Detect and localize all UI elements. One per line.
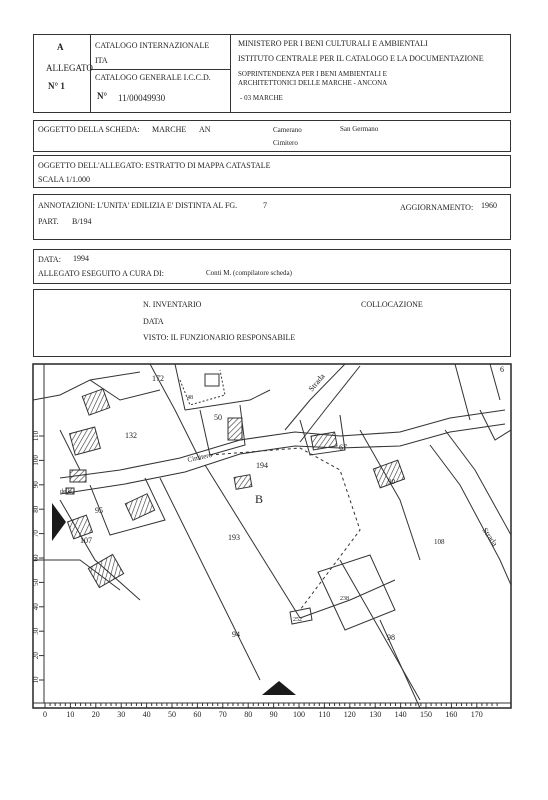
y-tick-label: 10: [32, 676, 40, 684]
x-tick-label: 70: [218, 710, 227, 719]
catalogo-generale: CATALOGO GENERALE I.C.C.D.: [95, 73, 211, 82]
oggetto-scheda-provincia: AN: [199, 125, 211, 134]
road-label: Strada: [306, 371, 327, 394]
oggetto-allegato-label: OGGETTO DELL'ALLEGATO: ESTRATTO DI MAPPA CATASTALE: [38, 161, 271, 170]
x-tick-label: 160: [445, 710, 458, 719]
parcel-label: 172: [152, 374, 164, 383]
istituto: ISTITUTO CENTRALE PER IL CATALOGO E LA DOCUMENTAZIONE: [238, 54, 484, 63]
parcel-label: 238: [340, 596, 349, 602]
parcel-label: 48: [187, 395, 193, 401]
parcel-label: B: [255, 492, 264, 506]
parcel-label: 132: [125, 431, 137, 440]
y-tick-label: 110: [32, 430, 40, 442]
oggetto-scheda-regione: MARCHE: [152, 125, 187, 134]
y-tick-label: 60: [32, 554, 40, 562]
y-tick-label: 50: [32, 578, 40, 586]
parcel-label: 94: [232, 630, 240, 639]
x-tick-label: 50: [168, 710, 176, 719]
x-tick-label: 120: [343, 710, 356, 719]
building: [234, 475, 252, 490]
x-tick-label: 100: [293, 710, 305, 719]
map-frame: [33, 364, 511, 708]
n-inventario: N. INVENTARIO: [143, 300, 202, 309]
y-tick-label: 40: [32, 603, 40, 611]
parcel-label: 107: [80, 536, 92, 545]
oggetto-scheda-luogo: Cimitero: [273, 139, 298, 147]
data-value: 1994: [73, 254, 89, 263]
y-tick-label: 20: [32, 652, 40, 660]
inventario-data: DATA: [143, 317, 164, 326]
parcel-label: 90: [388, 478, 395, 486]
allegato-label: ALLEGATO: [46, 63, 93, 73]
x-tick-label: 90: [269, 710, 278, 719]
x-tick-label: 170: [470, 710, 483, 719]
collocazione: COLLOCAZIONE: [361, 300, 423, 309]
soprintendenza-1: SOPRINTENDENZA PER I BENI AMBIENTALI E: [238, 70, 387, 78]
parcel-label: 193: [228, 533, 240, 542]
data-label: DATA:: [38, 255, 61, 264]
parcel-label: 108: [434, 538, 445, 546]
x-tick-label: 0: [43, 710, 47, 719]
regione: - 03 MARCHE: [240, 94, 283, 102]
x-tick-label: 80: [244, 710, 253, 719]
x-tick-label: 30: [117, 710, 126, 719]
parcel-label: 50: [214, 413, 222, 422]
oggetto-scheda-localita: San Germano: [340, 125, 379, 133]
numero-catalogo: 11/00049930: [118, 93, 166, 103]
parcel-label: 95: [95, 506, 103, 515]
oggetto-scheda-label: OGGETTO DELLA SCHEDA:: [38, 125, 140, 134]
parcel-label: 98: [387, 633, 395, 642]
x-tick-label: 20: [91, 710, 100, 719]
eseguito-label: ALLEGATO ESEGUITO A CURA DI:: [38, 269, 164, 278]
x-tick-label: 110: [318, 710, 331, 719]
parcel-label: 6: [500, 365, 504, 374]
allegato-number: N° 1: [48, 81, 65, 91]
aggiornamento-value: 1960: [481, 201, 497, 210]
numero-prefix: N°: [97, 91, 108, 101]
parcel-label: 194: [256, 461, 268, 470]
y-tick-label: 30: [32, 627, 40, 635]
parcel-label: 67: [339, 443, 347, 452]
y-tick-label: 80: [32, 505, 40, 513]
annotazioni-label: ANNOTAZIONI: L'UNITA' EDILIZIA E' DISTINTA AL FG.: [38, 201, 238, 210]
y-tick-label: 70: [32, 530, 40, 538]
oggetto-scheda-comune: Camerano: [273, 126, 302, 134]
building: [228, 418, 242, 440]
eseguito-value: Conti M. (compilatore scheda): [206, 269, 292, 277]
aggiornamento-label: AGGIORNAMENTO:: [400, 203, 474, 212]
ministero: MINISTERO PER I BENI CULTURALI E AMBIENTALI: [238, 39, 428, 48]
road-label: della: [60, 489, 72, 495]
x-tick-label: 40: [142, 710, 151, 719]
ita-code: ITA: [95, 56, 108, 65]
annotazioni-foglio: 7: [263, 201, 267, 210]
soprintendenza-2: ARCHITETTONICI DELLE MARCHE - ANCONA: [238, 79, 388, 87]
x-tick-label: 150: [420, 710, 432, 719]
x-tick-label: 140: [394, 710, 407, 719]
x-tick-label: 60: [193, 710, 202, 719]
part-label: PART.: [38, 217, 59, 226]
visto: VISTO: IL FUNZIONARIO RESPONSABILE: [143, 333, 296, 342]
scala: SCALA 1/1.000: [38, 175, 91, 184]
allegato-letter: A: [57, 42, 64, 52]
road-label: Strada: [480, 525, 500, 548]
part-value: B/194: [72, 217, 92, 226]
x-tick-label: 130: [369, 710, 382, 719]
road-label: Cimitero: [186, 450, 213, 464]
parcel-label: 252: [293, 617, 302, 623]
y-tick-label: 90: [32, 481, 40, 489]
catalogo-internazionale: CATALOGO INTERNAZIONALE: [95, 41, 210, 50]
x-tick-label: 10: [66, 710, 75, 719]
y-tick-label: 100: [32, 455, 40, 466]
building: [70, 470, 86, 482]
